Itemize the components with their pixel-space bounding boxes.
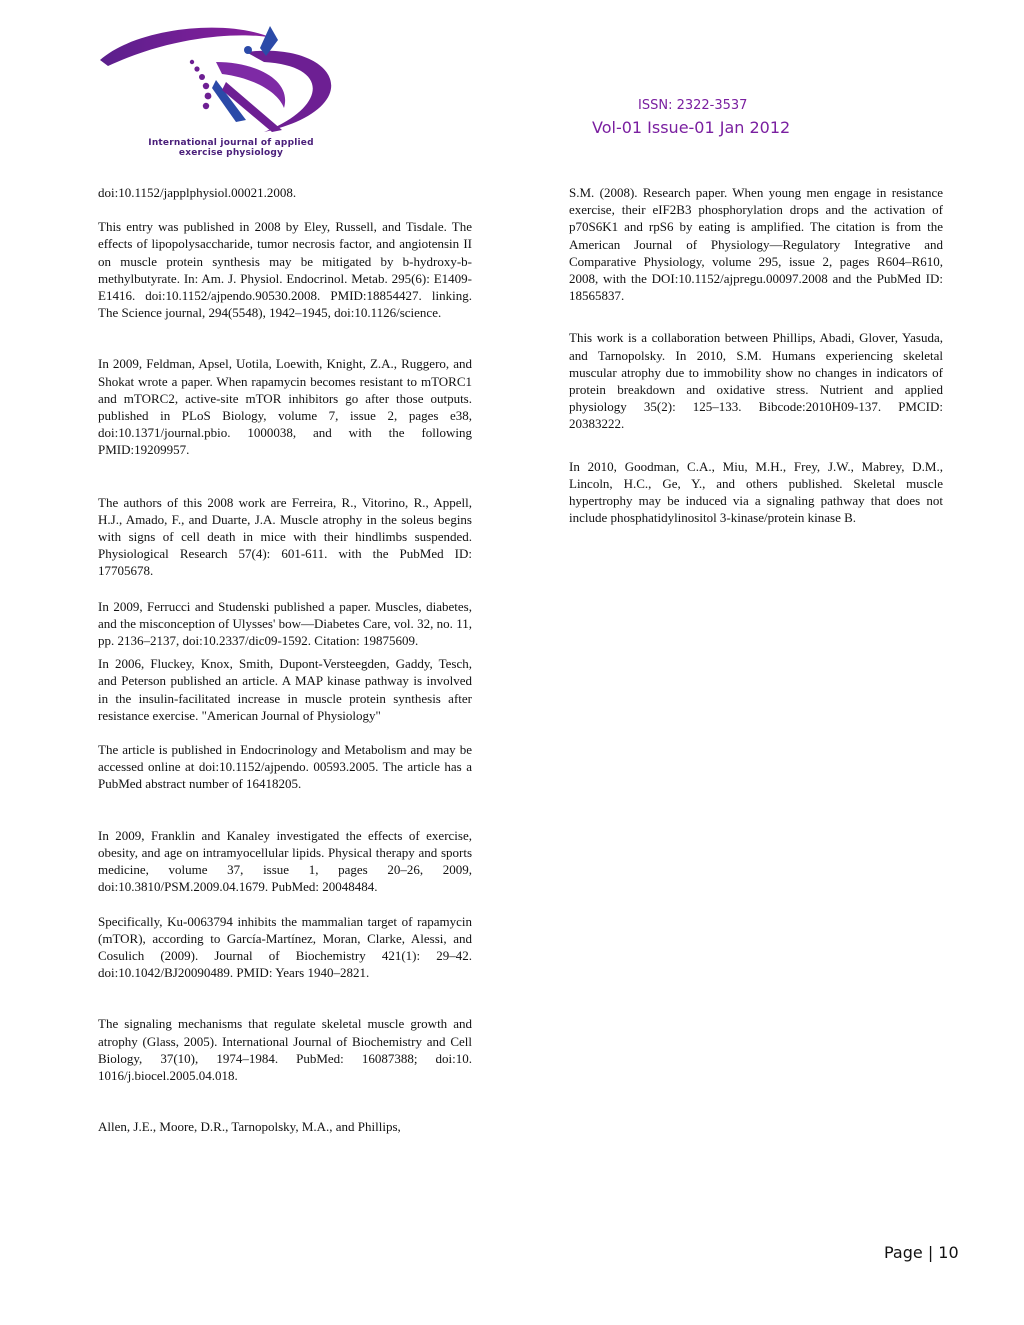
issn-label: ISSN: 2322-3537 xyxy=(638,98,748,113)
reference-paragraph: Specifically, Ku-0063794 inhibits the mammalian target of rapamycin (mTOR), according to García-Martínez, Moran, Clarke, Alessi, and Cosulich (2009). Journal of Biochemistry 421(1): 29–42. doi:10.1042/BJ20090489. PMID: Years 1940–2821. xyxy=(98,913,472,981)
logo-text-line2: exercise physiology xyxy=(178,148,284,158)
reference-paragraph: In 2009, Ferrucci and Studenski published a paper. Muscles, diabetes, and the misconception of Ulysses' bow—Diabetes Care, vol. 32, no. 11, pp. 2136–2137, doi:10.2337/dic09-1592. Citation: 19875609. xyxy=(98,598,472,649)
reference-paragraph: The article is published in Endocrinology and Metabolism and may be accessed online at doi:10.1152/ajpendo. 00593.2005. The article has a PubMed abstract number of 16418205. xyxy=(98,742,472,792)
reference-paragraph: S.M. (2008). Research paper. When young men engage in resistance exercise, their eIF2B3 phosphorylation drops and the activation of p70S6K1 and rpS6 by eating is amplified. The citation is from the American Journal of Physiology—Regulatory Integrative and Comparative Physiology, volume 295, issue 2, pages R604–R610, 2008, with the DOI:10.1152/ajpregu.00097.2008 and the PubMed ID: 18565837. xyxy=(569,185,943,304)
reference-paragraph: This work is a collaboration between Phillips, Abadi, Glover, Yasuda, and Tarnopolsky. In 2010, S.M. Humans experiencing skeletal muscular atrophy due to immobility show no changes in indicators of protein breakdown and oxidative stress. Nutrient and applied physiology 35(2): 125–133. Bibcode:2010H09-137. PMCID: 20383222. xyxy=(569,330,943,432)
page-number: Page | 10 xyxy=(884,1243,959,1262)
reference-paragraph: doi:10.1152/japplphysiol.00021.2008. xyxy=(98,185,297,200)
logo-emblem-icon xyxy=(96,22,362,134)
reference-paragraph: The signaling mechanisms that regulate skeletal muscle growth and atrophy (Glass, 2005). International Journal of Biochemistry and Cell Biology, 37(10), 1974–1984. PubMed: 16087388; doi:10. 1016/j.biocel.2005.04.018. xyxy=(98,1016,472,1083)
right-column xyxy=(569,184,943,526)
reference-paragraph: In 2006, Fluckey, Knox, Smith, Dupont-Versteegden, Gaddy, Tesch, and Peterson published an article. A MAP kinase pathway is involved in the insulin-facilitated increase in muscle protein synthesis after resistance exercise. "American Journal of Physiology" xyxy=(98,656,472,723)
reference-paragraph: This entry was published in 2008 by Eley, Russell, and Tisdale. The effects of lipopolysaccharide, tumor necrosis factor, and angiotensin II on muscle protein synthesis may be mitigated by b-hydroxy-b-methylbutyrate. In: Am. J. Physiol. Endocrinol. Metab. 295(6): E1409-E1416. doi:10.1152/ajpendo.90530.2008. PMID:18854427. linking. The Science journal, 294(5548), 1942–1945, doi:10.1126/science. xyxy=(98,219,472,321)
reference-paragraph: In 2010, Goodman, C.A., Miu, M.H., Frey, J.W., Mabrey, D.M., Lincoln, H.C., Ge, Y., and others published. Skeletal muscle hypertrophy may be induced via a signaling pathway that does not include phosphatidylinositol 3-kinase/protein kinase B. xyxy=(569,458,943,526)
left-column xyxy=(98,184,472,1135)
volume-issue-label: Vol-01 Issue-01 Jan 2012 xyxy=(592,118,791,137)
logo-text-line1: International journal of applied xyxy=(148,138,314,148)
reference-paragraph: In 2009, Feldman, Apsel, Uotila, Loewith, Knight, Z.A., Ruggero, and Shokat wrote a paper. When rapamycin becomes resistant to mTORC1 and mTORC2, active-site mTOR inhibitors go after those outputs. published in PLoS Biology, volume 7, issue 2, pages e38, doi:10.1371/journal.pbio. 1000038, and with the following PMID:19209957. xyxy=(98,356,472,458)
reference-paragraph: Allen, J.E., Moore, D.R., Tarnopolsky, M.A., and Phillips, xyxy=(98,1119,401,1135)
reference-paragraph: In 2009, Franklin and Kanaley investigated the effects of exercise, obesity, and age on intramyocellular lipids. Physical therapy and sports medicine, volume 37, issue 1, pages 20–26, 2009, doi:10.3810/PSM.2009.04.1679. PubMed: 20048484. xyxy=(98,827,472,895)
journal-logo xyxy=(96,22,362,160)
reference-paragraph: The authors of this 2008 work are Ferreira, R., Vitorino, R., Appell, H.J., Amado, F., and Duarte, J.A. Muscle atrophy in the soleus begins with signs of cell death in mice with their hindlimbs suspended. Physiological Research 57(4): 601-611. with the PubMed ID: 17705678. xyxy=(98,494,472,579)
